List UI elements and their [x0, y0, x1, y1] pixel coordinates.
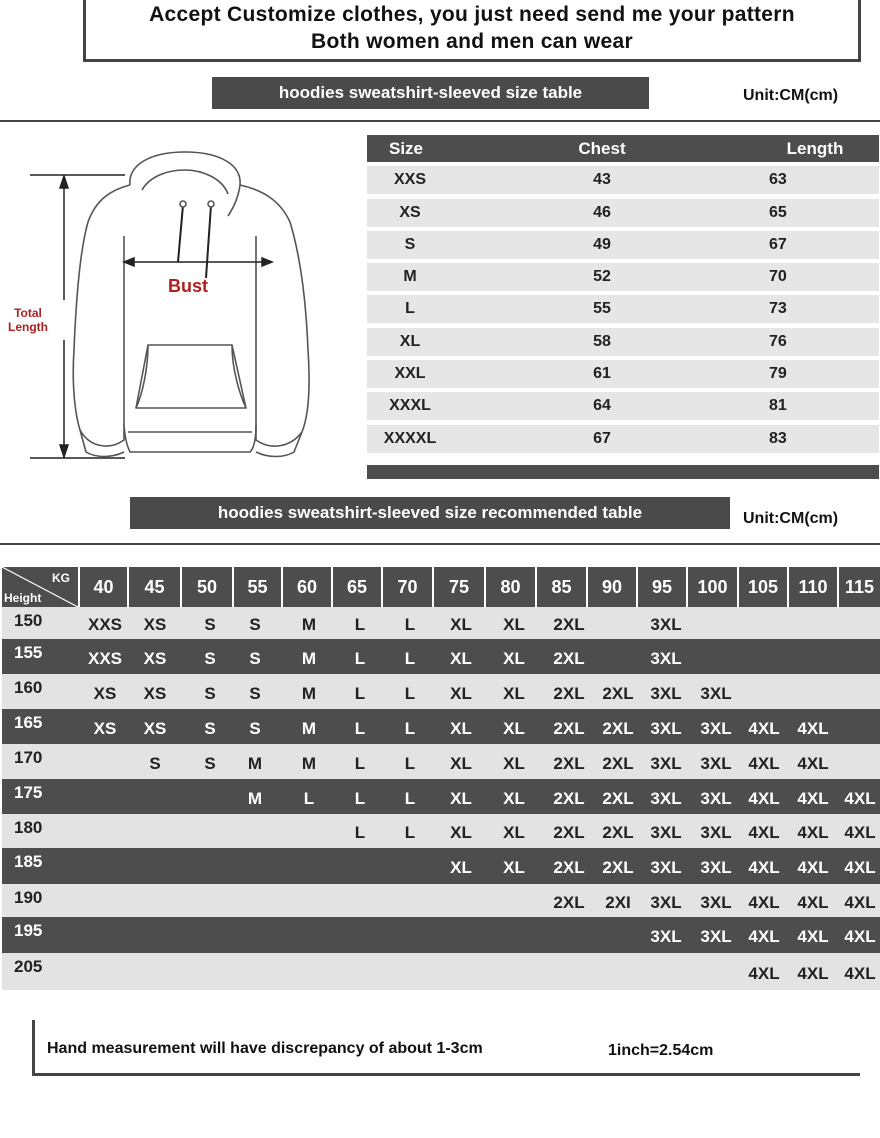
recommended-size-cell: S: [204, 753, 216, 773]
kg-header-cell: 85: [537, 567, 586, 607]
kg-header-cell: 50: [182, 567, 232, 607]
size-table-row: [367, 263, 879, 291]
kg-header-cell: 70: [383, 567, 432, 607]
inch-conversion-note: 1inch=2.54cm: [608, 1042, 714, 1059]
size-table-banner: hoodies sweatshirt-sleeved size table: [212, 77, 649, 109]
length-cell: 81: [769, 397, 787, 415]
kg-header-cell: 60: [283, 567, 331, 607]
recommended-size-cell: L: [404, 823, 416, 842]
recommended-size-cell: 3XL: [650, 683, 682, 703]
kg-header-cell: 110: [789, 567, 837, 607]
recommended-size-cell: XL: [450, 858, 472, 877]
size-table-row: [367, 328, 879, 356]
recommended-size-cell: 3XL: [650, 927, 682, 946]
size-cell: XXXXL: [383, 429, 437, 447]
recommended-size-cell: 3XL: [650, 858, 682, 877]
chest-cell: 49: [593, 235, 611, 253]
header-line-1: Accept Customize clothes, you just need send me your pattern: [149, 3, 795, 26]
recommended-size-cell: S: [249, 615, 261, 634]
recommended-size-cell: L: [354, 718, 366, 738]
recommended-size-cell: XL: [450, 753, 472, 773]
recommended-size-cell: 4XL: [797, 788, 829, 808]
size-cell: L: [405, 300, 415, 318]
recommended-size-cell: 3XL: [700, 927, 732, 946]
hoodie-diagram: [0, 140, 360, 470]
length-cell: 73: [769, 300, 787, 318]
recommended-size-cell: 4XL: [748, 963, 780, 983]
recommended-size-cell: 4XL: [748, 892, 780, 912]
recommended-size-cell: 2XL: [602, 683, 634, 703]
chest-cell: 58: [593, 332, 611, 350]
recommended-size-cell: 2XL: [602, 718, 634, 738]
recommended-size-cell: 2XL: [553, 788, 585, 808]
recommended-size-cell: XXS: [87, 648, 123, 668]
recommended-size-cell: M: [301, 615, 317, 634]
recommended-size-cell: 3XL: [700, 753, 732, 773]
size-section-divider: [0, 120, 880, 122]
corner-height-label: Height: [4, 591, 42, 605]
corner-kg-label: KG: [52, 571, 70, 585]
rec-table-row: [2, 848, 880, 884]
recommended-size-cell: XL: [503, 788, 525, 808]
recommended-size-cell: XL: [450, 788, 472, 808]
recommended-size-cell: XL: [450, 615, 472, 634]
recommended-size-cell: M: [247, 753, 263, 773]
kg-height-corner: [2, 567, 78, 607]
recommended-size-cell: 2XL: [553, 718, 585, 738]
recommended-size-cell: M: [301, 648, 317, 668]
kg-header-cell: 40: [80, 567, 127, 607]
recommended-size-cell: XXS: [87, 615, 123, 634]
recommended-size-cell: L: [354, 823, 366, 842]
recommended-size-cell: M: [301, 718, 317, 738]
height-cell: 175: [14, 783, 43, 802]
kg-header-cell: 80: [486, 567, 535, 607]
height-cell: 190: [14, 888, 43, 907]
recommended-size-cell: XL: [450, 648, 472, 668]
kg-header-cell: 55: [234, 567, 281, 607]
recommended-size-cell: S: [204, 648, 216, 668]
total-length-label-line1: Total: [14, 306, 42, 320]
recommended-size-cell: XL: [503, 615, 525, 634]
recommended-size-cell: L: [404, 788, 416, 808]
size-table-header: [367, 135, 879, 162]
recommended-size-cell: L: [354, 753, 366, 773]
recommended-size-cell: L: [354, 615, 366, 634]
discrepancy-note: Hand measurement will have discrepancy of about 1-3cm: [47, 1040, 483, 1057]
recommended-size-cell: L: [404, 648, 416, 668]
size-cell: XXS: [393, 171, 426, 189]
length-cell: 67: [769, 235, 787, 253]
height-cell: 155: [14, 643, 43, 662]
total-length-label: [2, 306, 54, 334]
recommended-size-cell: 4XL: [797, 718, 829, 738]
recommended-size-cell: 3XL: [650, 823, 682, 842]
size-cell: M: [403, 268, 417, 286]
recommended-size-cell: 4XL: [844, 823, 876, 842]
bust-label: Bust: [168, 276, 208, 296]
recommended-size-cell: 4XL: [748, 788, 780, 808]
size-cell: XL: [399, 332, 421, 350]
recommended-size-cell: 2XL: [553, 648, 585, 668]
recommended-size-cell: XL: [503, 648, 525, 668]
recommended-size-cell: M: [247, 788, 263, 808]
chest-cell: 55: [593, 300, 611, 318]
length-cell: 79: [769, 365, 787, 383]
recommended-size-cell: 3XL: [700, 683, 732, 703]
recommended-size-cell: 3XL: [650, 615, 682, 634]
rec-table-row: [2, 744, 880, 779]
rec-table-unit: Unit:CM(cm): [743, 510, 839, 527]
recommended-size-cell: 4XL: [844, 892, 876, 912]
size-cell: XXXL: [389, 397, 431, 415]
chest-cell: 67: [593, 429, 611, 447]
recommended-size-cell: L: [404, 718, 416, 738]
recommended-size-cell: 4XL: [748, 823, 780, 842]
size-table-row: [367, 231, 879, 259]
recommended-size-cell: 3XL: [700, 858, 732, 877]
recommended-size-cell: 4XL: [844, 788, 876, 808]
height-cell: 180: [14, 818, 43, 837]
length-cell: 63: [769, 171, 787, 189]
kg-header-cell: 45: [129, 567, 180, 607]
header-line-2: Both women and men can wear: [311, 30, 633, 53]
recommended-size-cell: S: [149, 753, 161, 773]
recommended-size-cell: 2XL: [553, 892, 585, 912]
chest-cell: 64: [593, 397, 611, 415]
recommended-size-cell: L: [404, 683, 416, 703]
kg-header-cell: 95: [638, 567, 686, 607]
rec-table-row: [2, 639, 880, 674]
recommended-size-cell: 4XL: [797, 927, 829, 946]
recommended-size-cell: 4XL: [748, 718, 780, 738]
col-length-header: Length: [786, 138, 844, 158]
recommended-size-cell: L: [354, 683, 366, 703]
recommended-size-cell: 4XL: [797, 892, 829, 912]
recommended-size-cell: S: [249, 718, 261, 738]
recommended-size-cell: XL: [503, 823, 525, 842]
recommended-size-cell: 3XL: [700, 892, 732, 912]
recommended-size-cell: 4XL: [748, 753, 780, 773]
recommended-size-cell: 3XL: [700, 788, 732, 808]
kg-header-cell: 100: [688, 567, 737, 607]
recommended-size-cell: L: [404, 615, 416, 634]
rec-section-divider: [0, 543, 880, 545]
size-table-unit: Unit:CM(cm): [743, 87, 839, 104]
recommended-size-cell: S: [249, 648, 261, 668]
height-cell: 165: [14, 713, 43, 732]
height-cell: 160: [14, 678, 43, 697]
recommended-size-cell: S: [204, 615, 216, 634]
recommended-size-cell: XS: [143, 718, 167, 738]
note-box: [32, 1020, 860, 1076]
chest-cell: 61: [593, 365, 611, 383]
rec-table-header: [2, 567, 880, 607]
recommended-size-cell: 4XL: [844, 858, 876, 877]
total-length-label-line2: Length: [8, 320, 48, 334]
size-table-row: [367, 392, 879, 420]
recommended-size-cell: 2XI: [605, 892, 631, 912]
recommended-size-cell: L: [303, 788, 315, 808]
recommended-size-cell: L: [354, 788, 366, 808]
col-size-header: Size: [389, 138, 424, 158]
recommended-size-cell: 2XL: [553, 823, 585, 842]
recommended-size-cell: XL: [450, 718, 472, 738]
height-cell: 185: [14, 852, 43, 871]
recommended-size-cell: 4XL: [797, 753, 829, 773]
recommended-size-cell: XS: [143, 648, 167, 668]
recommended-size-cell: 4XL: [797, 823, 829, 842]
header-box: [83, 0, 861, 62]
size-cell: XXL: [394, 365, 426, 383]
height-cell: 195: [14, 921, 43, 940]
recommended-size-cell: 2XL: [602, 753, 634, 773]
kg-header-cell: 90: [588, 567, 636, 607]
size-table-row: [367, 360, 879, 388]
recommended-size-cell: L: [354, 648, 366, 668]
rec-table-row: [2, 884, 880, 917]
chest-cell: 46: [593, 203, 611, 221]
size-table: [367, 135, 879, 479]
size-table-row: [367, 166, 879, 194]
rec-table-row: [2, 709, 880, 744]
chest-cell: 52: [593, 268, 611, 286]
recommended-size-cell: XS: [143, 615, 167, 634]
kg-header-cell: 65: [333, 567, 381, 607]
kg-header-cell: 75: [434, 567, 484, 607]
size-table-row: [367, 425, 879, 453]
recommended-size-cell: XS: [93, 683, 117, 703]
recommended-size-cell: 4XL: [748, 858, 780, 877]
size-table-footer-bar: [367, 465, 879, 479]
recommended-size-cell: 4XL: [797, 963, 829, 983]
recommended-size-cell: 3XL: [650, 753, 682, 773]
rec-table-row: [2, 953, 880, 990]
length-cell: 65: [769, 203, 787, 221]
rec-table-row: [2, 779, 880, 814]
size-cell: XS: [399, 203, 421, 221]
recommended-size-cell: 4XL: [748, 927, 780, 946]
rec-table-banner: hoodies sweatshirt-sleeved size recommended table: [130, 497, 730, 529]
chest-cell: 43: [593, 171, 611, 189]
rec-table-row: [2, 917, 880, 953]
recommended-size-cell: 4XL: [797, 858, 829, 877]
recommended-size-cell: S: [249, 683, 261, 703]
height-cell: 170: [14, 748, 43, 767]
recommended-size-cell: 3XL: [700, 718, 732, 738]
recommended-size-cell: XL: [450, 823, 472, 842]
recommended-size-cell: XS: [93, 718, 117, 738]
recommended-size-cell: 4XL: [844, 963, 876, 983]
recommended-size-cell: 3XL: [650, 892, 682, 912]
size-table-row: [367, 199, 879, 227]
rec-table-row: [2, 607, 880, 639]
recommended-size-cell: 2XL: [602, 858, 634, 877]
recommended-size-cell: L: [404, 753, 416, 773]
length-cell: 83: [769, 429, 787, 447]
recommended-size-cell: XL: [503, 858, 525, 877]
length-cell: 70: [769, 268, 787, 286]
size-table-row: [367, 295, 879, 323]
recommended-size-cell: 2XL: [553, 683, 585, 703]
recommended-size-cell: XL: [503, 753, 525, 773]
recommended-size-cell: 4XL: [844, 927, 876, 946]
col-chest-header: Chest: [578, 138, 626, 158]
recommended-size-cell: 3XL: [650, 788, 682, 808]
recommended-size-cell: M: [301, 753, 317, 773]
recommended-size-cell: 2XL: [602, 788, 634, 808]
recommended-size-cell: S: [204, 718, 216, 738]
size-cell: S: [404, 235, 416, 253]
rec-table-row: [2, 814, 880, 848]
height-cell: 150: [14, 611, 43, 630]
recommended-size-cell: 3XL: [650, 718, 682, 738]
recommended-size-cell: 2XL: [553, 615, 585, 634]
length-cell: 76: [769, 332, 787, 350]
recommended-size-cell: XL: [450, 683, 472, 703]
recommended-size-cell: 2XL: [553, 753, 585, 773]
recommended-size-cell: S: [204, 683, 216, 703]
recommended-size-cell: 3XL: [650, 648, 682, 668]
recommended-size-cell: XS: [143, 683, 167, 703]
recommended-size-cell: 3XL: [700, 823, 732, 842]
height-cell: 205: [14, 957, 43, 976]
rec-table-row: [2, 674, 880, 709]
kg-header-cell: 115: [839, 567, 880, 607]
recommended-size-cell: M: [301, 683, 317, 703]
recommended-size-cell: XL: [503, 718, 525, 738]
recommended-size-cell: XL: [503, 683, 525, 703]
recommended-size-cell: 2XL: [553, 858, 585, 877]
kg-header-cell: 105: [739, 567, 787, 607]
recommended-size-cell: 2XL: [602, 823, 634, 842]
